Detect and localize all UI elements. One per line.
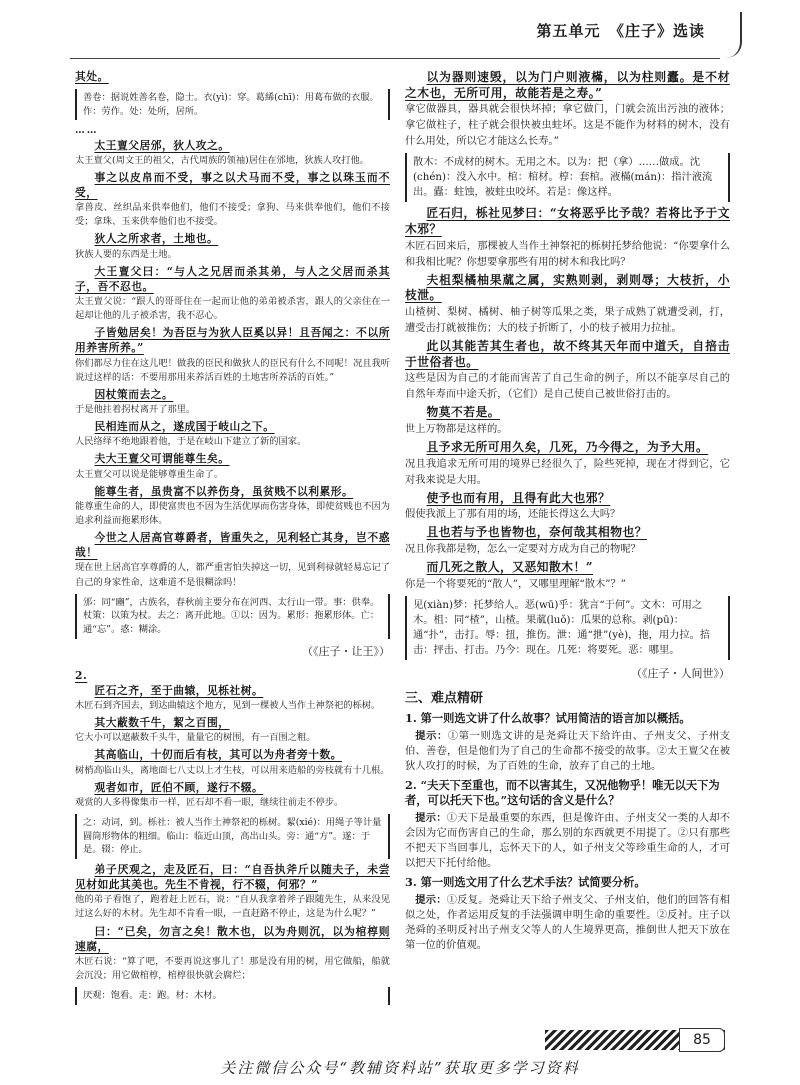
passage-paragraph — [75, 684, 390, 713]
passage-paragraph — [405, 560, 730, 592]
answer-hint — [405, 893, 730, 953]
passage-paragraph — [405, 491, 730, 523]
section-title: 三、难点精研 — [405, 691, 484, 707]
source-citation-2: （《庄子・人间世》） — [631, 666, 730, 680]
question-text: 1. 第一则选文讲了什么故事？试用简洁的语言加以概括。 — [405, 710, 691, 725]
annotation-box-5: 散木：不成材的树木。无用之木。以为：把（拿）……做成。沈(chén)：没入水中。棺：棺材。椁：套棺。液樠(mán)：指汁液流出。蠹：蛀蚀，被蛀虫咬坏。若是：像这样。 — [405, 153, 730, 202]
hint-label: 提示： — [415, 729, 448, 742]
original-text: 太王亶父居邠，狄人攻之。 — [94, 138, 230, 152]
original-text: 夫柤梨橘柚果蓏之属，实熟则剥，剥则辱；大枝折，小枝泄。 — [405, 272, 730, 303]
passage-paragraph — [405, 339, 730, 402]
passage-number: 2. — [75, 668, 88, 682]
passage-paragraph — [75, 420, 390, 449]
passage-paragraph — [75, 139, 390, 168]
hint-text: ①第一则选文讲的是尧舜让天下给许由、子州支父、子州支伯、善卷，但是他们为了自己的生命都不接受的故事。②太王亶父在被狄人攻打的时候，为了百姓的生命，放弃了自己的土地。 — [405, 729, 730, 772]
passage-2-continued — [75, 863, 390, 983]
translation-text: 你们都尽力住在这儿吧！做我的臣民和做狄人的臣民有什么不同呢！况且我听说过这样的话：不要用那用来养活百姓的土地害所养活的百姓。” — [75, 357, 390, 383]
original-text: 匠石归，栎社见梦曰：“女将恶乎比予哉？若将比予于文木邪？ — [405, 206, 730, 237]
original-text: 今世之人居高官尊爵者，皆重失之，见利轻亡其身，岂不惑哉！ — [75, 531, 390, 560]
source-citation-1: （《庄子・让王》） — [302, 644, 390, 658]
hint-label: 提示： — [415, 811, 447, 824]
original-text: 子皆勉居矣！为吾臣与为狄人臣奚以异！且吾闻之：不以所用养害所养。” — [75, 326, 390, 355]
annotation-box-2: 邠：同“豳”，古族名，春秋前主要分布在河西、太行山一带。事：供奉。杖策：以策为杖。去之：离开此地。①以：因为。累形：拖累形体。亡：通“忘”。惑：糊涂。 — [75, 594, 390, 639]
hint-text: ①反复。尧舜让天下给子州支父、子州支伯，他们的回答有相似之处，作者运用反复的手法强调申明生命的重要性。②反衬。庄子以尧舜的圣明反衬出子州支父等人的人生境界更高，推倒世人把天下放在第一位的价值观。 — [405, 893, 730, 951]
passage-2-dream — [405, 206, 730, 591]
passage-paragraph — [405, 273, 730, 336]
translation-text: 狄族人要的东西是土地。 — [75, 248, 177, 260]
translation-text: 它大小可以遮蔽数千头牛，量量它的树围，有一百围之粗。 — [75, 732, 316, 744]
translation-text: 观赏的人多得像集市一样，匠石却不看一眼，继续往前走不停步。 — [75, 796, 344, 808]
translation-text: 世上万物都是这样的。 — [405, 422, 508, 435]
translation-text: 树梢高临山头，离地面七八丈以上才生枝，可以用来造船的旁枝就有十几根。 — [75, 764, 390, 776]
translation-text: 况且你我都是物，怎么一定要对方成为自己的物呢？ — [405, 542, 641, 555]
translation-text: 况且我追求无所可用的境界已经很久了，险些死掉，现在才得到它，它对我来说是大用。 — [405, 457, 730, 486]
translation-text: 能尊重生命的人，即使富贵也不因为生活优厚而伤害身体，即使贫贱也不因为追求利益而拖累形体。 — [75, 500, 390, 526]
passage-paragraph — [75, 781, 390, 810]
passage-paragraph — [75, 485, 390, 528]
passage-paragraph — [75, 925, 390, 984]
original-text: 事之以皮帛而不受，事之以犬马而不受，事之以珠玉而不受， — [75, 170, 390, 200]
translation-text: 太王亶父可以说是能够尊重生命了。 — [75, 468, 223, 480]
answer-hint — [405, 811, 730, 871]
hint-text: ①天下是最重要的东西，但是像许由、子州支父一类的人却不会因为它而伤害自己的生命，那么别的东西就更不用提了。②只有那些不把天下当回事儿，忘怀天下的人，如子州支父等珍重生命的人，才可以把天下托付给他。 — [405, 811, 730, 869]
passage-paragraph — [405, 405, 730, 437]
question-text: 3. 第一则选文用了什么艺术手法？试简要分析。 — [405, 875, 646, 890]
page-number-banner — [545, 1030, 725, 1050]
original-text: 曰：“已矣，勿言之矣！散木也，以为舟则沉，以为棺椁则速腐， — [75, 924, 390, 953]
original-text: 能尊生者，虽贵富不以养伤身，虽贫贱不以利累形。 — [94, 484, 354, 498]
annotation-box-4: 厌观：饱看。走：跑。材：木材。 — [75, 987, 390, 1005]
footer-notice: 关注微信公众号“教辅资料站”获取更多学习资料 — [220, 1059, 580, 1077]
original-text: 因杖策而去之。 — [94, 387, 174, 401]
ellipsis: …… — [75, 125, 99, 137]
annotation-box-6: 见(xiàn)梦：托梦给人。恶(wū)乎：犹言“于何”。文木：可用之木。柤：同“楂”，山楂。果蓏(luǒ)：瓜果的总称。剥(pū)：通“扑”，击打。辱：扭，推伤。泄：通“抴”(yè)，拖，用力拉。掊击：抨击、打击。乃今：现在。几死：将要死。恶：哪里。 — [405, 596, 730, 660]
translation-text: 现在世上居高官享尊爵的人，都严重害怕失掉这一切，见到利禄就轻易忘记了自己的身家性命，这难道不是很糊涂吗！ — [75, 562, 390, 588]
translation-text: 假使我派上了那有用的场，还能长得这么大吗？ — [405, 508, 621, 521]
hint-label: 提示： — [415, 893, 447, 906]
original-text: 其处。 — [75, 70, 109, 83]
translation-text: 木匠石说：“算了吧，不要再说这事儿了！那是没有用的树，用它做船，船就会沉没；用它做棺椁，棺椁很快就会腐烂； — [75, 955, 390, 981]
translation-text: 木匠石到齐国去，到达曲辕这个地方，见到一棵被人当作土神祭祀的栎树。 — [75, 700, 381, 712]
passage-paragraph — [75, 388, 390, 417]
passage-2-right — [405, 70, 730, 149]
translation-text: 于是他拄着拐杖离开了那里。 — [75, 403, 196, 415]
passage-paragraph — [405, 525, 730, 557]
original-text: 使予也而有用，且得有此大也邪？ — [426, 490, 611, 505]
passage-paragraph — [75, 171, 390, 230]
translation-text: 木匠石回来后，那棵被人当作土神祭祀的栎树托梦给他说：“你要拿什么和我相比呢？你想要拿那些有用的树木和我比吗？ — [405, 239, 730, 268]
header-bracket-decoration — [726, 12, 742, 58]
original-text: 匠石之齐，至于曲辕，见栎社树。 — [94, 683, 264, 697]
passage-paragraph — [75, 748, 390, 777]
header-divider — [70, 58, 720, 59]
passage-paragraph — [75, 452, 390, 481]
translation-text: 太王亶父说：“跟人的哥哥住在一起而让他的弟弟被杀害，跟人的父亲住在一起却让他的儿子被杀害，我不忍心。 — [75, 296, 390, 322]
original-text: 此以其能苦其生者也，故不终其天年而中道夭，自掊击于世俗者也。 — [405, 339, 730, 369]
translation-text: 拿它做器具，器具就会很快坏掉；拿它做门，门就会流出污浊的液体；拿它做柱子，柱子就会很快被虫蛀坏。这是不能作为材料的树木，没有什么用处，所以它才能这么长寿。” — [405, 103, 730, 148]
original-text: 观者如市，匠伯不顾，遂行不辍。 — [94, 780, 264, 794]
left-intro — [75, 70, 390, 85]
right-column — [405, 70, 730, 957]
passage-2 — [75, 669, 390, 810]
translation-text: 这些是因为自己的才能而害苦了自己生命的例子，所以不能享尽自己的自然年寿而中途夭折，（它们）是自己使自己被世俗打击的。 — [405, 372, 730, 401]
translation-text: 他的弟子看饱了，跑着赶上匠石，说：“自从我拿着斧子跟随先生，从来没见过这么好的木材。先生却不肯看一眼，一直赶路不停止，这是为什么呢？” — [75, 894, 390, 920]
page-number: 85 — [679, 1028, 725, 1052]
original-text: 且也若与予也皆物也，奈何哉其相物也？ — [426, 525, 647, 540]
original-text: 弟子厌观之，走及匠石，曰：“自吾执斧斤以随夫子，未尝见材如此其美也。先生不肯视，行不辍，何邪？” — [75, 863, 390, 892]
original-text: 夫大王亶父可谓能尊生矣。 — [94, 452, 230, 466]
passage-paragraph — [75, 265, 390, 324]
passage-paragraph — [405, 70, 730, 149]
passage-1 — [75, 139, 390, 590]
original-text: 以为器则速毁，以为门户则液樠，以为柱则蠹。是不材之木也，无所可用，故能若是之寿。” — [405, 70, 730, 100]
left-column — [75, 70, 390, 1009]
passage-paragraph — [75, 326, 390, 385]
translation-text: 山楂树、梨树、橘树、柚子树等瓜果之类，果子成熟了就遭受剥，打，遭受击打就被推伤；大的枝子折断了，小的枝子被用力拉扯。 — [405, 305, 730, 334]
question-list — [405, 711, 730, 953]
translation-text: 人民络绎不绝地跟着他，于是在岐山下建立了新的国家。 — [75, 436, 307, 448]
original-text: 其高临山，十仞而后有枝，其可以为舟者旁十数。 — [94, 748, 343, 762]
original-text: 其大蔽数千牛，絜之百围， — [94, 716, 230, 730]
annotation-box-3: 之：动词，到。栎社：被人当作土神祭祀的栎树。絜(xié)：用绳子等计量圆筒形物体的粗细。临山：临近山顶，高出山头。旁：通“方”。遂：于是。辍：停止。 — [75, 814, 390, 859]
passage-paragraph — [75, 716, 390, 745]
original-text: 而几死之散人，又恶知散木！” — [426, 559, 594, 574]
passage-paragraph — [75, 531, 390, 590]
original-text: 物莫不若是。 — [426, 405, 500, 420]
translation-text: 你是一个将要死的“散人”，又哪里理解“散木”？” — [405, 577, 626, 590]
passage-paragraph — [405, 206, 730, 269]
answer-hint — [405, 729, 730, 774]
annotation-box-1: 善卷：据说姓善名卷，隐士。衣(yì)：穿。葛絺(chī)：用葛布做的衣服。作：劳作。处：处所，居所。 — [75, 89, 390, 120]
page-header-title: 第五单元 《庄子》选读 — [536, 22, 705, 40]
passage-paragraph — [75, 232, 390, 261]
translation-text: 拿兽皮、丝织品来供奉他们，他们不接受；拿狗、马来供奉他们，他们不接受；拿珠、玉来供奉他们也不接受。 — [75, 202, 390, 228]
original-text: 且予求无所可用久矣，几死，乃今得之，为予大用。 — [426, 439, 709, 454]
passage-paragraph — [405, 440, 730, 488]
passage-paragraph — [75, 863, 390, 922]
original-text: 狄人之所求者，土地也。 — [94, 232, 219, 246]
original-text: 民相连而从之，遂成国于岐山之下。 — [94, 420, 275, 434]
translation-text: 太王亶父(周文王的祖父，古代周族的领袖)居住在邠地，狄族人攻打他。 — [75, 154, 369, 166]
original-text: 大王亶父曰：“与人之兄居而杀其弟，与人之父居而杀其子，吾不忍也。 — [75, 264, 390, 293]
question-text: 2. “夫天下至重也，而不以害其生，又况他物乎！唯无以天下为者，可以托天下也。”这句话的含义是什么？ — [405, 777, 720, 808]
